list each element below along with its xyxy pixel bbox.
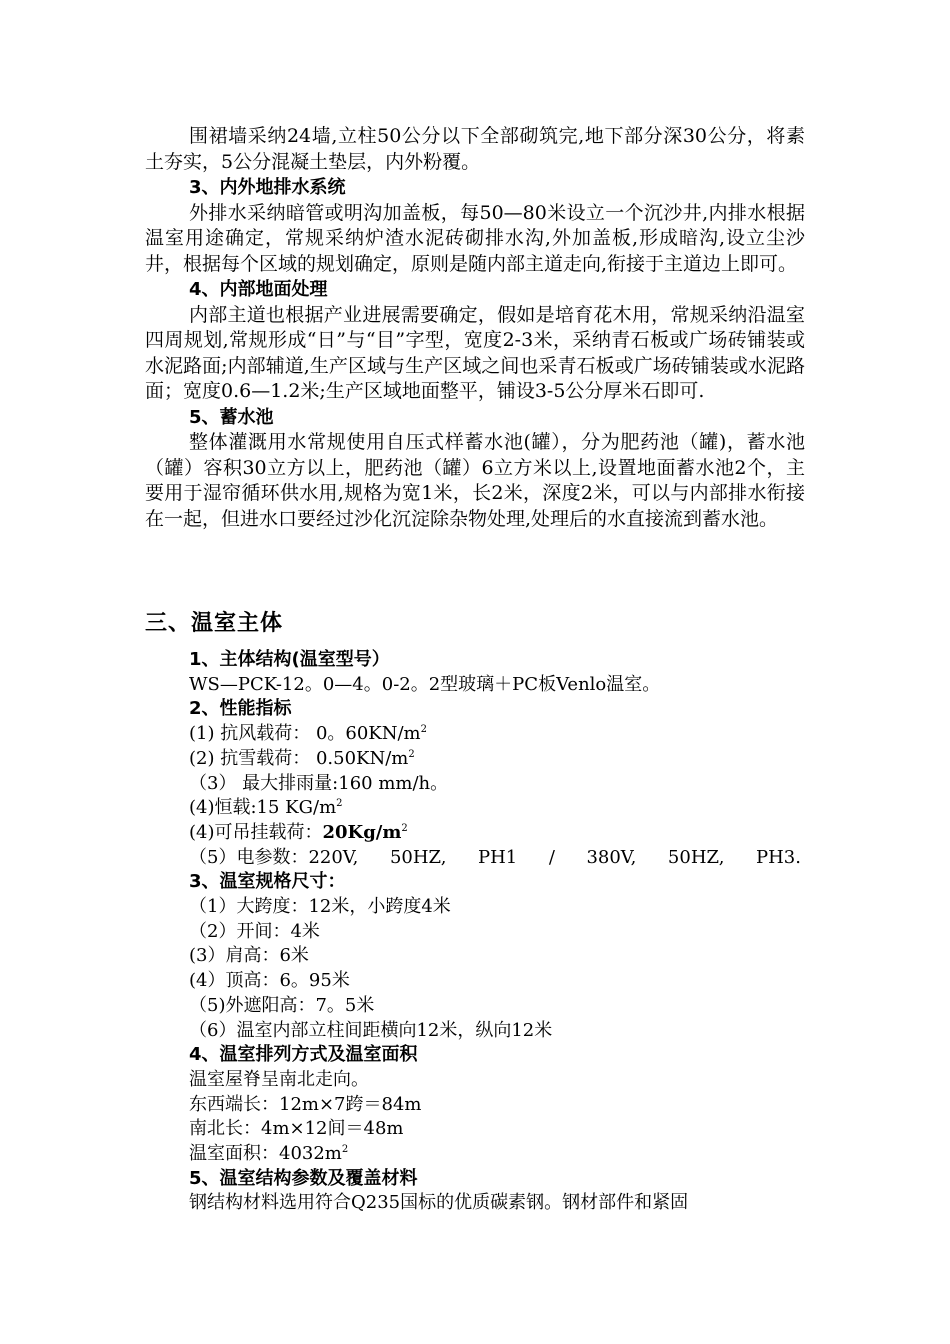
perf-electric [189,846,801,871]
structure-model: WS—PCK-12。0—4。0-2。2型玻璃＋PC板Venlo温室。 [189,673,661,695]
elec-part: 380V, [586,846,637,868]
heading-spec: 3、温室规格尺寸： [189,871,346,893]
perf-wind-text: (1) 抗风载荷： 0。60KN/m [189,723,421,745]
perf-hang-value: 20Kg/m [322,821,402,843]
heading-performance: 2、性能指标 [189,698,292,720]
heading-pool: 5、蓄水池 [189,406,274,428]
perf-snow-text: (2) 抗雪载荷： 0.50KN/m [189,747,409,769]
layout-east-west: 东西端长：12m×7跨＝84m [189,1093,422,1115]
material-text: 钢结构材料选用符合Q235国标的优质碳素钢。钢材部件和紧固 [189,1192,689,1214]
paragraph-wall: 围裙墙采纳24墙,立柱50公分以下全部砌筑完,地下部分深30公分，将素土夯实，5公分混凝土垫层，内外粉覆。 [145,125,805,173]
perf-hang-label: (4)可吊挂载荷： [189,821,323,843]
elec-part: PH1 [478,846,518,868]
superscript-2: 2 [341,1144,349,1156]
paragraph-pool: 整体灌溉用水常规使用自压式样蓄水池(罐），分为肥药池（罐)，蓄水池（罐）容积30立方以上，肥药池（罐）6立方米以上,设置地面蓄水池2个，主要用于湿帘循环供水用,规格为宽1米，长2米，深度2米，可以与内部排水衔接在一起，但进水口要经过沙化沉淀除杂物处理,处理后的水直接流到蓄水池。 [145,431,805,530]
superscript-2: 2 [420,724,428,736]
spec-item: （2）开间：4米 [189,920,320,942]
perf-rainfall: （3） 最大排雨量:160 mm/h。 [189,772,449,794]
perf-dead-text: (4)恒载:15 KG/m [189,797,337,819]
layout-area [189,1142,809,1167]
heading-material: 5、温室结构参数及覆盖材料 [189,1167,418,1189]
paragraph-drainage: 外排水采纳暗管或明沟加盖板，每50—80米设立一个沉沙井,内排水根据温室用途确定，常规采纳炉渣水泥砖砌排水沟,外加盖板,形成暗沟,设立尘沙井，根据每个区域的规划确定，原则是随内部主道走向,衔接于主道边上即可。 [145,201,805,275]
spec-item: (3）肩高：6米 [189,945,309,967]
spec-item: （1）大跨度：12米，小跨度4米 [189,896,451,918]
section-title: 三、温室主体 [145,611,284,636]
superscript-2: 2 [408,748,415,760]
section-foundation [145,124,805,532]
heading-floor: 4、内部地面处理 [189,279,328,300]
superscript-2: 2 [336,798,343,810]
elec-part: 50HZ, [667,846,725,868]
elec-part: PH3. [755,846,801,868]
perf-dead-load [189,796,809,821]
section-main-structure [189,648,809,1216]
spec-item: （5)外遮阳高：7。5米 [189,994,375,1016]
layout-north-south: 南北长：4m×12间＝48m [189,1118,404,1140]
layout-area-text: 温室面积：4032m [189,1143,342,1165]
paragraph-floor: 内部主道也根据产业进展需要确定，假如是培育花木用，常规采纳沿温室四周规划,常规形成“日”与“目”字型，宽度2-3米，采纳青石板或广场砖铺装或水泥路面;内部辅道,生产区域与生产区域之间也采青石板或广场砖铺装或水泥路面；宽度0.6—1.2米;生产区域地面整平，铺设3-5公分厚米石即可. [145,303,805,402]
superscript-2: 2 [401,822,408,834]
elec-part: （5）电参数：220V, [189,846,359,868]
spec-item: (4）顶高：6。95米 [189,970,350,992]
perf-snow-load [189,747,809,772]
layout-ridge: 温室屋脊呈南北走向。 [189,1068,369,1090]
elec-part: / [548,846,555,868]
perf-wind-load [189,722,809,747]
elec-part: 50HZ, [389,846,447,868]
perf-hang-load [189,821,809,846]
spec-item: （6）温室内部立柱间距横向12米，纵向12米 [189,1019,553,1041]
heading-drainage: 3、内外地排水系统 [189,177,346,198]
heading-structure: 1、主体结构(温室型号） [189,649,390,670]
heading-layout: 4、温室排列方式及温室面积 [189,1044,418,1066]
